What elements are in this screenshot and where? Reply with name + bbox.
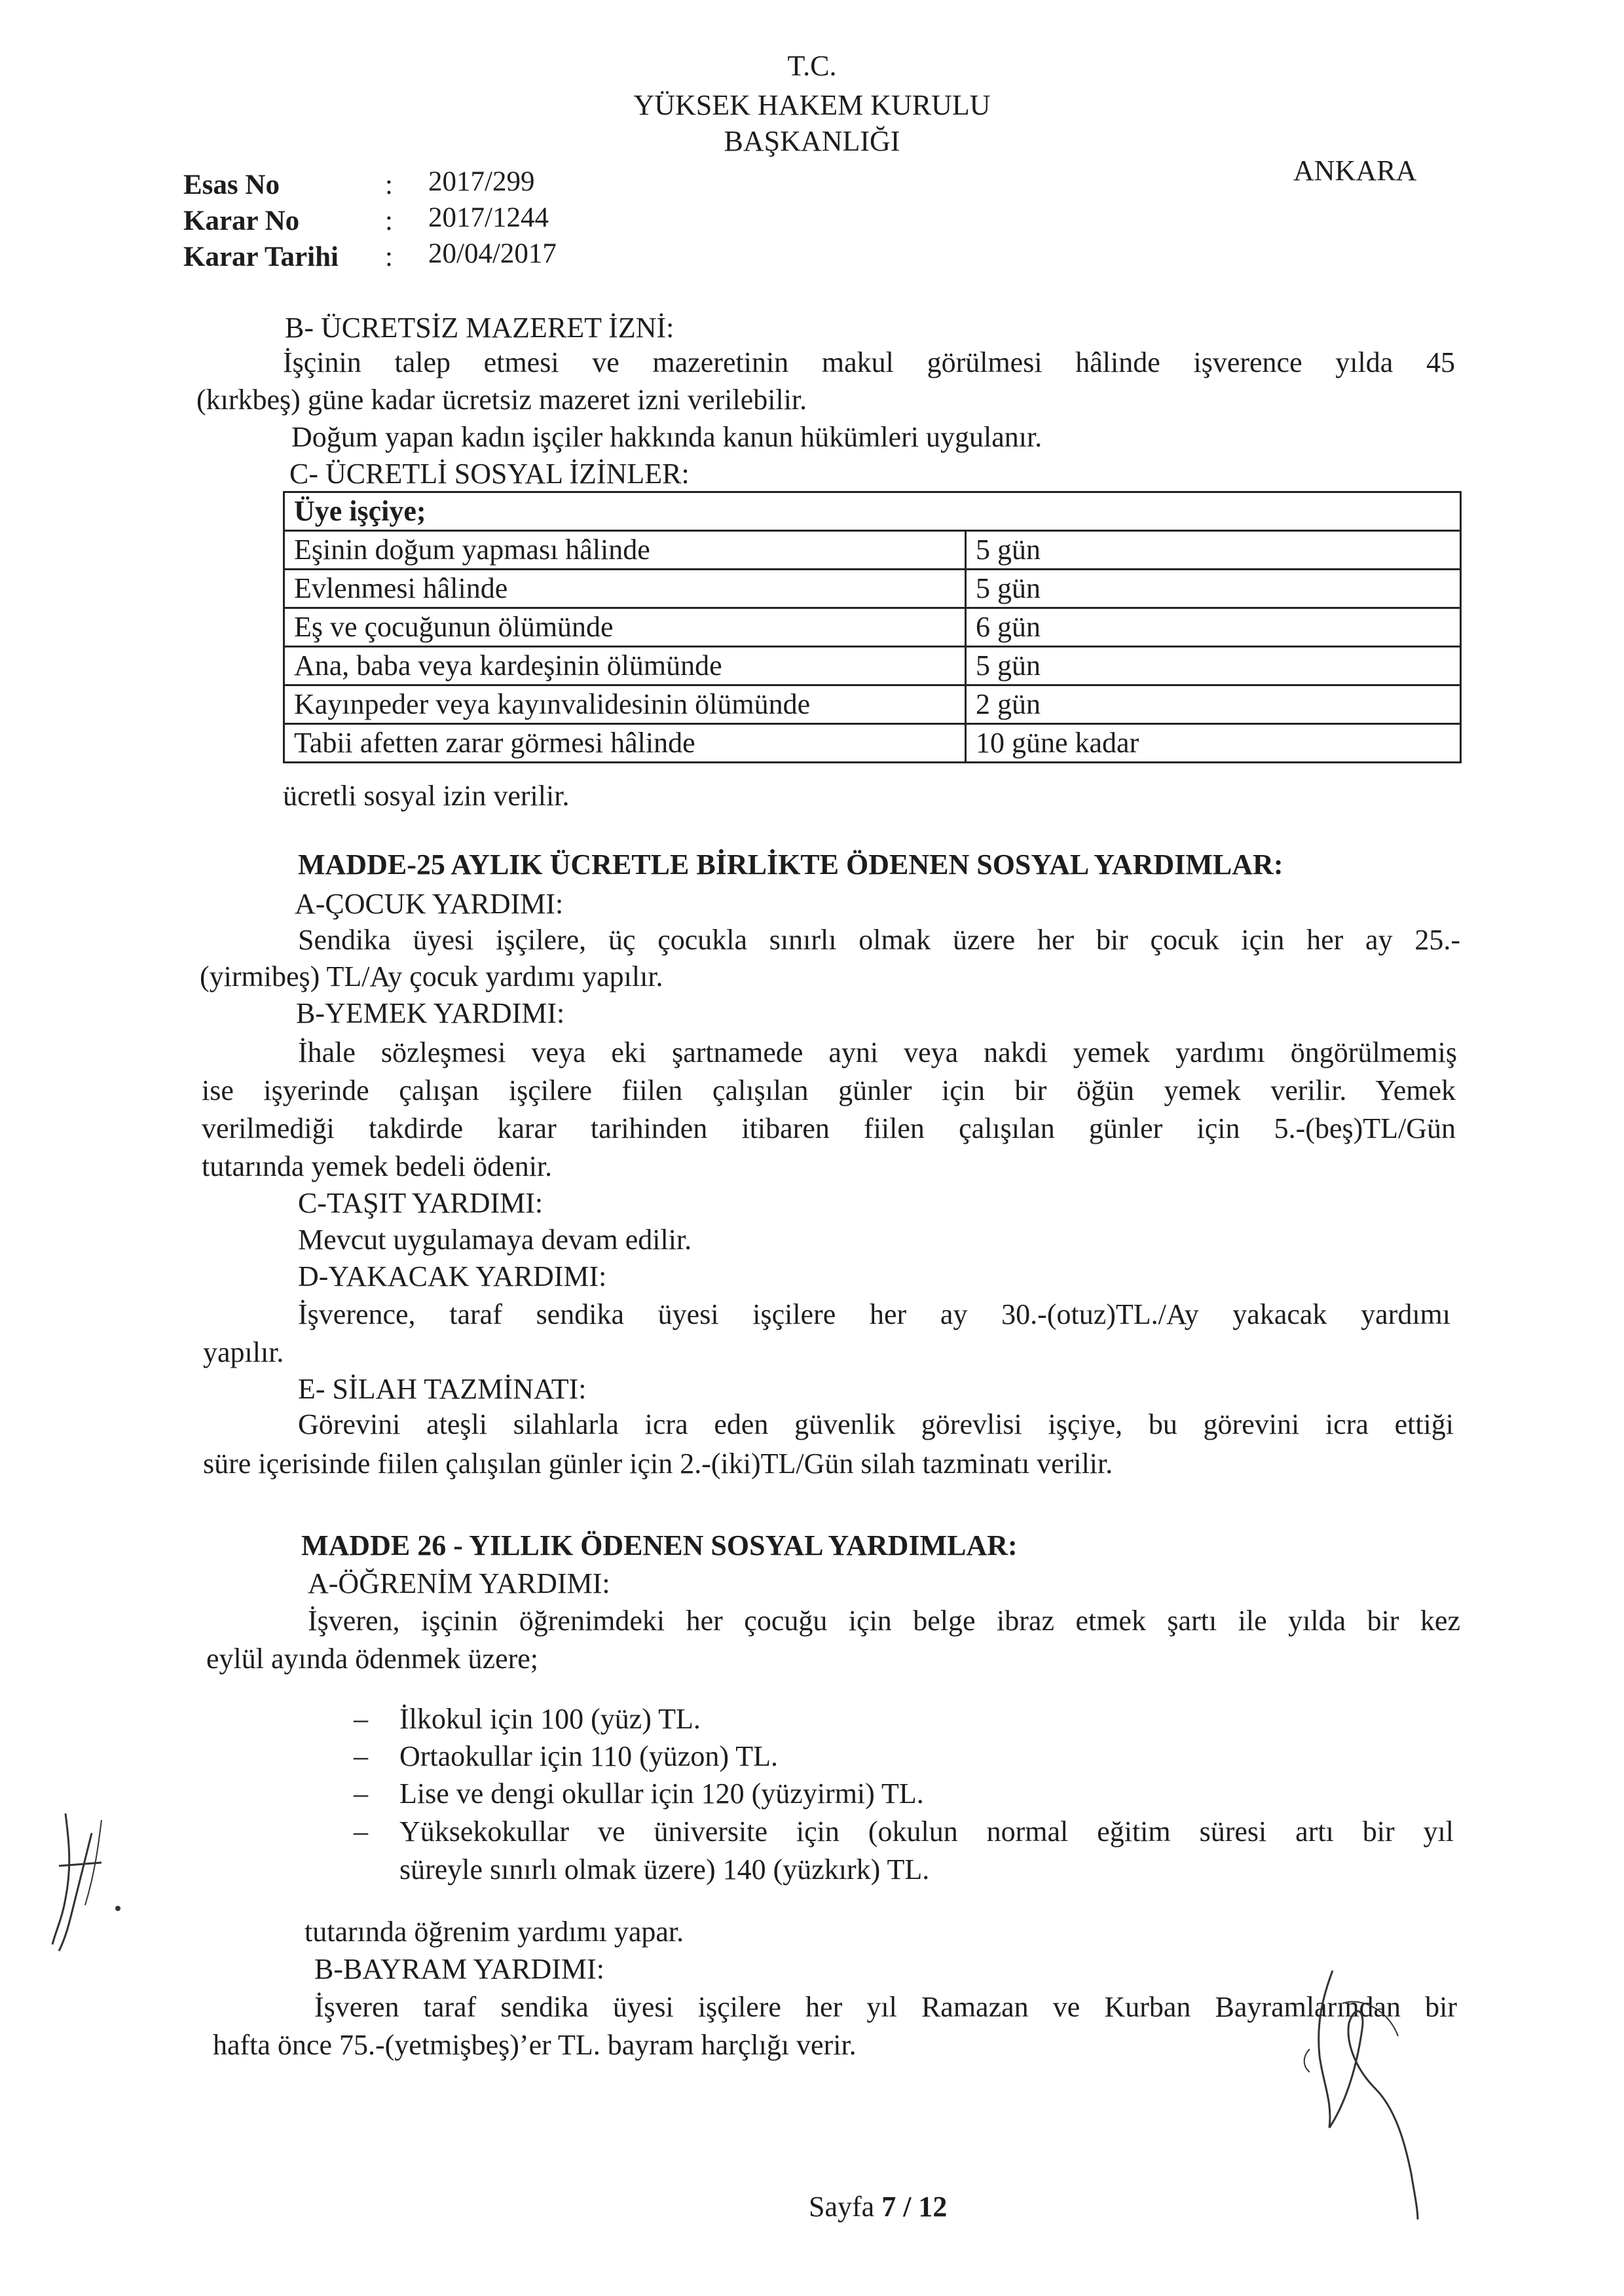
madde26-a-after: tutarında öğrenim yardımı yapar. — [304, 1916, 684, 1948]
list-item: Ortaokullar için 110 (yüzon) TL. — [399, 1740, 778, 1772]
leave-event: Eşinin doğum yapması hâlinde — [284, 531, 966, 570]
madde25-title: MADDE-25 AYLIK ÜCRETLE BİRLİKTE ÖDENEN SOSYAL YARDIMLAR: — [298, 848, 1283, 881]
table-row — [284, 685, 1461, 724]
meta-tarih-label: Karar Tarihi — [183, 242, 339, 272]
table-row — [284, 608, 1461, 647]
madde25-e-line1: Görevini ateşli silahlarla icra eden güvenlik görevlisi işçiye, bu görevini icra ettiği — [298, 1408, 1454, 1440]
table-row — [284, 531, 1461, 570]
leave-event: Kayınpeder veya kayınvalidesinin ölümünde — [284, 685, 966, 724]
madde26-b-line1: İşveren taraf sendika üyesi işçilere her yıl Ramazan ve Kurban Bayramlarından bir — [314, 1991, 1457, 2023]
list-dash: – — [354, 1740, 368, 1772]
signature — [1283, 1951, 1454, 2226]
section-b-line1: İşçinin talep etmesi ve mazeretinin makul görülmesi hâlinde işverence yılda 45 — [283, 346, 1455, 378]
table-header-cell: Üye işçiye; — [284, 492, 1461, 531]
table-header-row — [284, 492, 1461, 531]
madde25-b-line4: tutarında yemek bedeli ödenir. — [202, 1150, 553, 1182]
header-institution: YÜKSEK HAKEM KURULU — [633, 89, 991, 121]
madde26-a-line2: eylül ayında ödenmek üzere; — [206, 1643, 539, 1675]
leave-days: 5 gün — [966, 647, 1461, 685]
madde25-e-title: E- SİLAH TAZMİNATI: — [298, 1373, 587, 1405]
leave-event: Eş ve çocuğunun ölümünde — [284, 608, 966, 647]
meta-karar-colon: : — [385, 206, 393, 236]
madde26-a-title: A-ÖĞRENİM YARDIMI: — [308, 1567, 610, 1599]
madde25-c-line1: Mevcut uygulamaya devam edilir. — [298, 1224, 692, 1256]
madde25-a-line1: Sendika üyesi işçilere, üç çocukla sınırlı olmak üzere her bir çocuk için her ay 25.- — [298, 924, 1460, 956]
madde25-d-line2: yapılır. — [203, 1336, 284, 1368]
leave-days: 5 gün — [966, 531, 1461, 570]
meta-karar-label: Karar No — [183, 206, 300, 236]
section-b-line3: Doğum yapan kadın işçiler hakkında kanun hükümleri uygulanır. — [291, 421, 1043, 453]
madde25-b-line2: ise işyerinde çalışan işçilere fiilen çalışılan günler için bir öğün yemek verilir. Yemek — [202, 1074, 1456, 1106]
table-row — [284, 570, 1461, 608]
page-prefix: Sayfa — [809, 2191, 882, 2223]
page-value: 7 / 12 — [881, 2191, 948, 2223]
madde25-d-line1: İşverence, taraf sendika üyesi işçilere her ay 30.-(otuz)TL./Ay yakacak yardımı — [298, 1298, 1450, 1330]
madde25-c-title: C-TAŞIT YARDIMI: — [298, 1187, 544, 1219]
list-item: Lise ve dengi okullar için 120 (yüzyirmi) TL. — [399, 1777, 924, 1810]
meta-tarih-value: 20/04/2017 — [428, 238, 557, 269]
section-c-after: ücretli sosyal izin verilir. — [283, 780, 570, 812]
madde26-a-line1: İşveren, işçinin öğrenimdeki her çocuğu için belge ibraz etmek şartı ile yılda bir kez — [308, 1605, 1460, 1637]
leave-event: Evlenmesi hâlinde — [284, 570, 966, 608]
madde25-b-line3: verilmediği takdirde karar tarihinden itibaren fiilen çalışılan günler için 5.-(beş)TL/Gün — [202, 1112, 1456, 1144]
madde25-b-title: B-YEMEK YARDIMI: — [296, 997, 565, 1029]
list-dash: – — [354, 1815, 368, 1848]
meta-esas-colon: : — [385, 170, 393, 200]
meta-karar-value: 2017/1244 — [428, 202, 549, 233]
section-b-line2: (kırkbeş) güne kadar ücretsiz mazeret izni verilebilir. — [196, 384, 807, 416]
margin-initials-signature — [39, 1794, 144, 1964]
section-b-title: B- ÜCRETSİZ MAZERET İZNİ: — [285, 312, 674, 344]
madde25-a-title: A-ÇOCUK YARDIMI: — [295, 888, 564, 920]
madde26-b-line2: hafta önce 75.-(yetmişbeş)’er TL. bayram harçlığı verir. — [213, 2029, 857, 2061]
list-item: Yüksekokullar ve üniversite için (okulun normal eğitim süresi artı bir yıl — [399, 1815, 1454, 1848]
madde26-b-title: B-BAYRAM YARDIMI: — [314, 1953, 604, 1985]
header-tc: T.C. — [787, 50, 837, 82]
madde25-d-title: D-YAKACAK YARDIMI: — [298, 1260, 607, 1292]
table-row — [284, 724, 1461, 763]
meta-esas-label: Esas No — [183, 170, 280, 200]
madde25-b-line1: İhale sözleşmesi veya eki şartnamede ayni veya nakdi yemek yardımı öngörülmemiş — [298, 1036, 1457, 1068]
table-row — [284, 647, 1461, 685]
header-city: ANKARA — [1293, 155, 1417, 187]
leave-event: Ana, baba veya kardeşinin ölümünde — [284, 647, 966, 685]
leave-days: 5 gün — [966, 570, 1461, 608]
list-item: İlkokul için 100 (yüz) TL. — [399, 1703, 701, 1735]
leave-days: 2 gün — [966, 685, 1461, 724]
madde25-e-line2: süre içerisinde fiilen çalışılan günler için 2.-(iki)TL/Gün silah tazminatı verilir. — [203, 1448, 1113, 1480]
meta-esas-value: 2017/299 — [428, 166, 535, 197]
madde26-title: MADDE 26 - YILLIK ÖDENEN SOSYAL YARDIMLAR: — [301, 1529, 1018, 1561]
list-item-continuation: süreyle sınırlı olmak üzere) 140 (yüzkırk) TL. — [399, 1853, 930, 1886]
madde25-a-line2: (yirmibeş) TL/Ay çocuk yardımı yapılır. — [200, 960, 663, 993]
meta-tarih-colon: : — [385, 242, 393, 272]
page-number — [809, 2190, 947, 2223]
leave-event: Tabii afetten zarar görmesi hâlinde — [284, 724, 966, 763]
leave-days: 6 gün — [966, 608, 1461, 647]
leave-days: 10 güne kadar — [966, 724, 1461, 763]
list-dash: – — [354, 1703, 368, 1735]
header-presidency: BAŞKANLIĞI — [724, 125, 900, 157]
list-dash: – — [354, 1777, 368, 1810]
section-c-title: C- ÜCRETLİ SOSYAL İZİNLER: — [289, 458, 690, 490]
paid-leave-table — [283, 491, 1462, 763]
